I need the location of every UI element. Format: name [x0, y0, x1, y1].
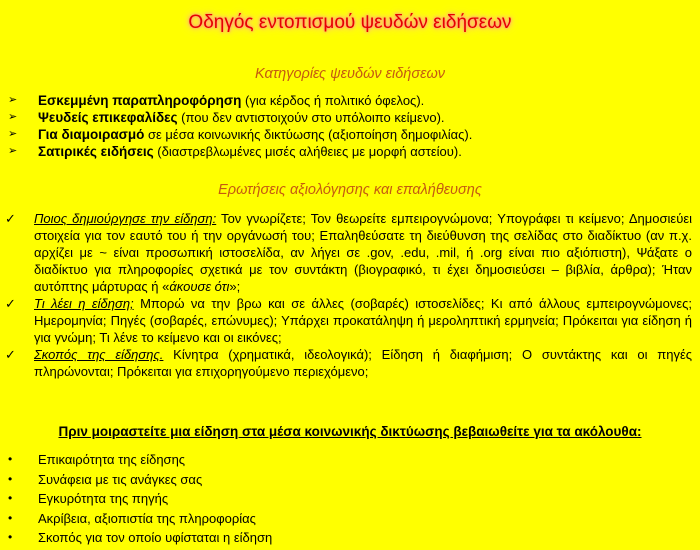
- checklist-item-label: Σκοπός για τον οποίο υφίσταται η είδηση: [38, 530, 273, 545]
- arrow-bullet-icon: ➢: [8, 94, 18, 106]
- category-item: [0, 143, 700, 160]
- checklist-item: [0, 470, 700, 490]
- category-description: σε μέσα κοινωνικής δικτύωσης (αξιοποίηση δημοφιλίας).: [144, 127, 473, 142]
- category-term: Για διαμοιρασμό: [38, 127, 145, 142]
- checklist-item-label: Εγκυρότητα της πηγής: [38, 491, 169, 506]
- arrow-bullet-icon: ➢: [8, 145, 18, 157]
- checkmark-icon: ✓: [5, 211, 16, 226]
- evaluation-question: Τι λέει η είδηση;: [34, 296, 134, 311]
- checkmark-icon: ✓: [5, 347, 16, 362]
- evaluation-item: [0, 346, 700, 380]
- evaluation-item: [0, 295, 700, 346]
- checklist-item: [0, 528, 700, 548]
- checklist-item: [0, 450, 700, 470]
- checklist-item-label: Ακρίβεια, αξιοπιστία της πληροφορίας: [38, 510, 256, 526]
- category-item: [0, 92, 700, 109]
- bullet-icon: •: [8, 510, 13, 525]
- sharing-heading: Πριν μοιραστείτε μια είδηση στα μέσα κοινωνικής δικτύωσης βεβαιωθείτε για τα ακόλουθα:: [58, 424, 642, 439]
- checklist-item: [0, 489, 700, 509]
- arrow-bullet-icon: ➢: [8, 128, 18, 140]
- evaluation-emphasis: άκουσε ότι: [169, 279, 230, 294]
- evaluation-text: Μπορώ να την βρω και σε άλλες (σοβαρές) ιστοσελίδες; Κι από άλλους εμπειρογνώμονες; Ημερομηνία; Πηγές (σοβαρές, επώνυμες); Υπάρχει προκατάληψη ή μεροληπτική ερμηνεία; Πρόκειται για είδηση ή για γνώμη; Τι λένε το κείμενο και οι εικόνες;: [34, 296, 693, 345]
- categories-heading: Κατηγορίες ψευδών ειδήσεων: [254, 66, 446, 82]
- bullet-icon: •: [8, 471, 13, 486]
- evaluation-text: Τον γνωρίζετε; Τον θεωρείτε εμπειρογνώμονα; Υπογράφει τι κείμενο; Δημοσιεύει στοιχεία για τον εαυτό του ή την οργάνωσή του; Επαληθεύσατε τη διεύθυνση της σελίδας στο διαδίκτυο (αν π.χ. αρχίζει με ~ είναι προσωπική ιστοσελίδα, αν λήγει σε .gov, .edu, .mil, ή .org είναι πιο αξιόπιστη), Ψάξατε ο διαδίκτυο για πληροφορίες σχετικά με τον συντάκτη (βιογραφικό, τι έχει δημοσιεύσει – βιβλία, άρθρα); Ήταν αυτόπτης μάρτυρας ή «: [34, 211, 693, 294]
- evaluation-item: [0, 210, 700, 295]
- checklist-item: [0, 509, 700, 529]
- categories-list: [0, 92, 700, 160]
- category-item: [0, 109, 700, 126]
- category-description: (για κέρδος ή πολιτικό όφελος).: [241, 93, 425, 108]
- evaluation-list: [0, 210, 700, 380]
- bullet-icon: •: [8, 452, 13, 466]
- checklist-item-label: Συνάφεια με τις ανάγκες σας: [38, 471, 203, 487]
- category-term: Ψευδείς επικεφαλίδες: [38, 110, 178, 125]
- page-title: Οδηγός εντοπισμού ψευδών ειδήσεων: [188, 12, 512, 33]
- category-description: (διαστρεβλωμένες μισές αλήθειες με μορφή αστείου).: [153, 144, 462, 159]
- evaluation-heading: Ερωτήσεις αξιολόγησης και επαλήθευσης: [218, 182, 482, 198]
- arrow-bullet-icon: ➢: [8, 111, 18, 123]
- category-item: [0, 126, 700, 143]
- checklist-item-label: Επικαιρότητα της είδησης: [38, 452, 186, 467]
- bullet-icon: •: [8, 530, 13, 544]
- sharing-checklist: [0, 450, 700, 548]
- checkmark-icon: ✓: [5, 296, 16, 311]
- category-term: Σατιρικές ειδήσεις: [38, 144, 154, 159]
- evaluation-text: Κίνητρα (χρηματικά, ιδεολογικά); Είδηση ή διαφήμιση; Ο συντάκτης και οι πηγές πληρώνονται; Πρόκειται για επιχορηγούμενο περιεχόμενο;: [34, 347, 692, 379]
- category-term: Εσκεμμένη παραπληροφόρηση: [38, 93, 242, 108]
- category-description: (που δεν αντιστοιχούν στο υπόλοιπο κείμενο).: [177, 110, 445, 125]
- evaluation-question: Σκοπός της είδησης.: [34, 347, 164, 362]
- evaluation-text-end: »;: [229, 279, 241, 294]
- bullet-icon: •: [8, 491, 13, 505]
- evaluation-question: Ποιος δημιούργησε την είδηση:: [34, 211, 217, 226]
